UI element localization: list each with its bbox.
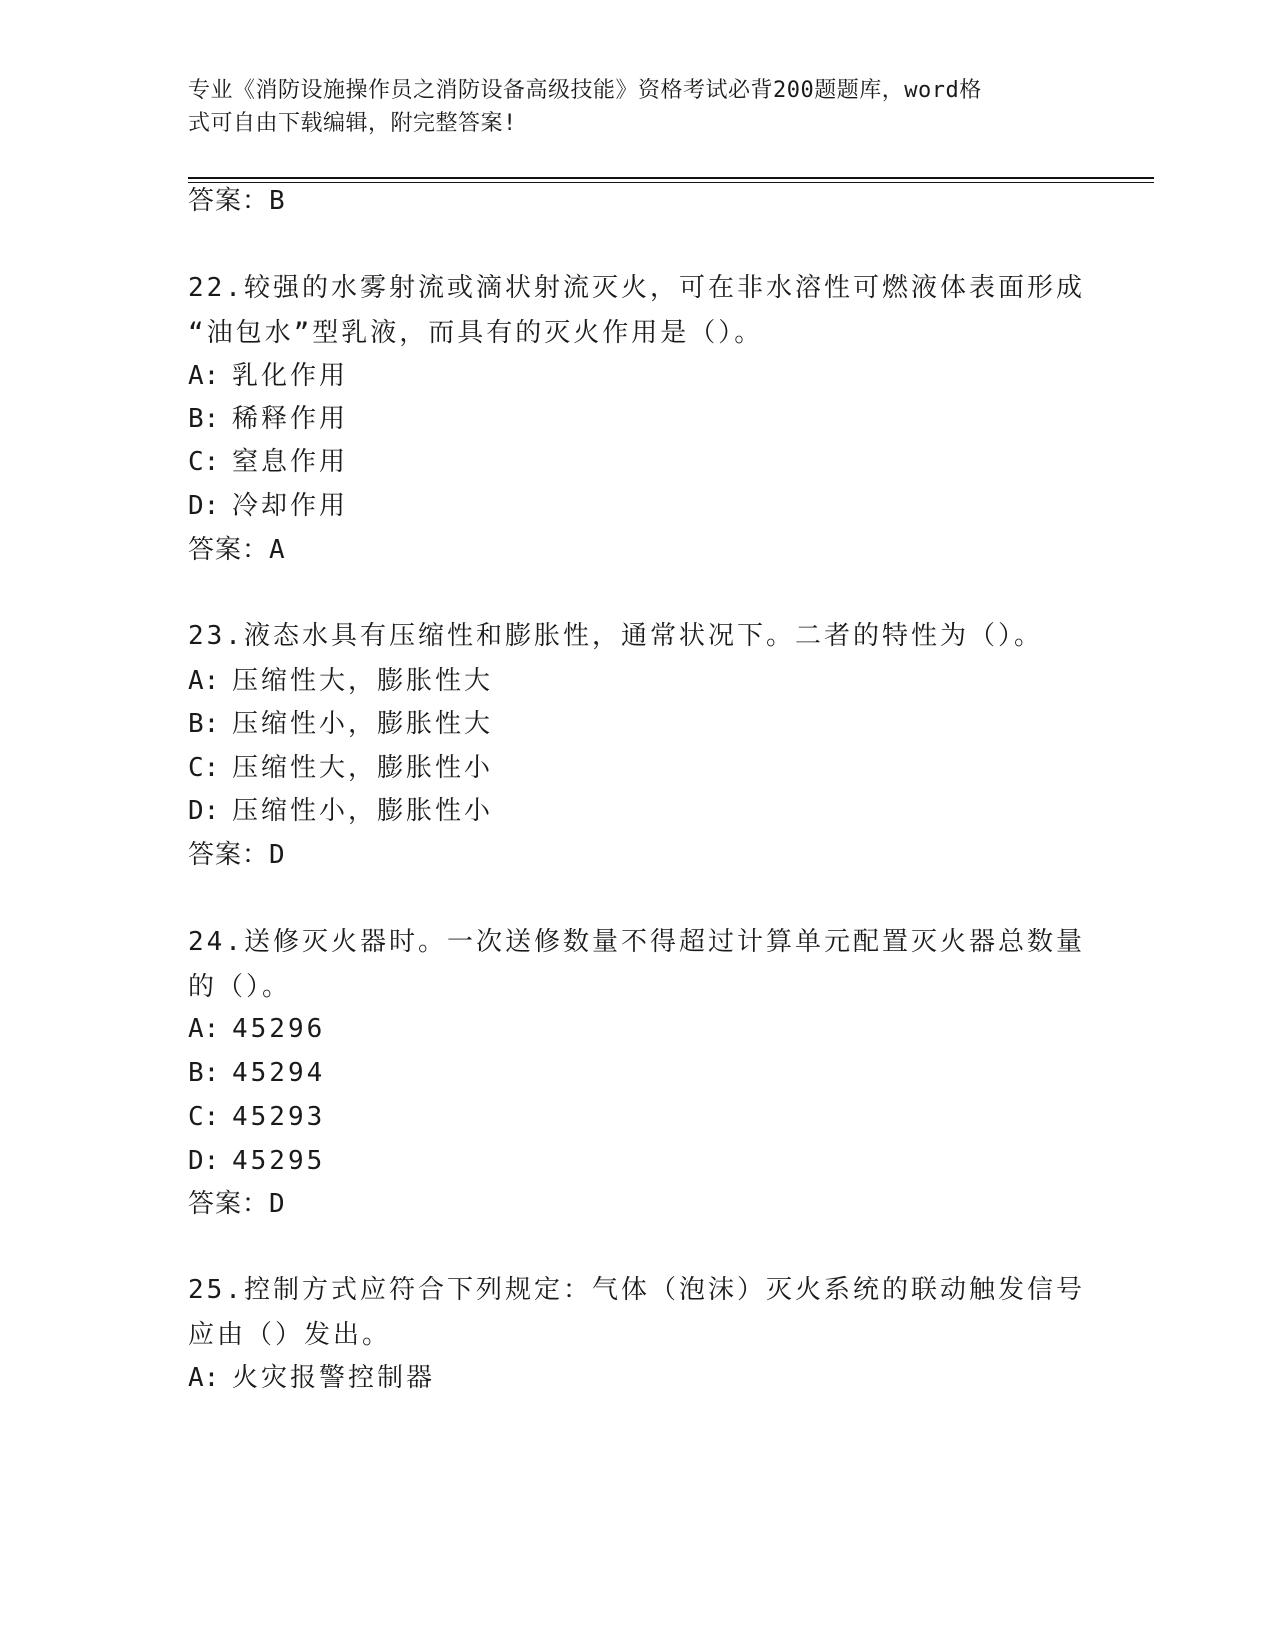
answer-label: 答案： — [188, 1189, 270, 1219]
question-22-line-1: 22.较强的水雾射流或滴状射流灭火，可在非水溶性可燃液体表面形成 — [188, 273, 1085, 303]
option-text: 稀释作用 — [232, 404, 349, 434]
question-23-option-d — [188, 796, 493, 826]
option-label: A: — [188, 1014, 220, 1044]
question-24-line-2: 的（）。 — [188, 972, 292, 1002]
option-text: 45296 — [232, 1014, 326, 1044]
document-header — [188, 74, 1088, 140]
option-label: A: — [188, 1363, 220, 1393]
option-text: 冷却作用 — [232, 491, 349, 521]
question-25-line-1: 25.控制方式应符合下列规定：气体（泡沫）灭火系统的联动触发信号 — [188, 1275, 1085, 1305]
header-rule-thin — [188, 182, 1154, 183]
question-22-option-c — [188, 447, 348, 477]
option-label: B: — [188, 404, 220, 434]
question-22-option-d — [188, 491, 348, 521]
answer-24 — [188, 1189, 286, 1219]
question-23-option-b — [188, 709, 493, 739]
answer-value: A — [269, 535, 286, 565]
option-text: 火灾报警控制器 — [232, 1363, 436, 1393]
question-22-option-b — [188, 404, 348, 434]
option-text: 窒息作用 — [232, 447, 349, 477]
option-label: A: — [188, 361, 220, 391]
question-22-line-2: “油包水”型乳液，而具有的灭火作用是（）。 — [188, 318, 764, 348]
question-23-line-1: 23.液态水具有压缩性和膨胀性，通常状况下。二者的特性为（）。 — [188, 621, 1043, 651]
option-text: 45295 — [232, 1146, 326, 1176]
header-line-1: 专业《消防设施操作员之消防设备高级技能》资格考试必背200题题库，word格 — [188, 78, 982, 103]
option-label: D: — [188, 1146, 220, 1176]
option-label: C: — [188, 447, 220, 477]
question-24-option-b — [188, 1058, 325, 1088]
option-text: 45293 — [232, 1102, 326, 1132]
option-text: 乳化作用 — [232, 361, 349, 391]
option-text: 压缩性小，膨胀性大 — [232, 709, 494, 739]
option-label: D: — [188, 491, 220, 521]
question-22 — [188, 266, 1088, 356]
question-24-line-1: 24.送修灭火器时。一次送修数量不得超过计算单元配置灭火器总数量 — [188, 927, 1085, 957]
question-22-option-a — [188, 361, 348, 391]
option-label: B: — [188, 1058, 220, 1088]
option-text: 45294 — [232, 1058, 326, 1088]
answer-23 — [188, 840, 286, 870]
option-label: B: — [188, 709, 220, 739]
option-text: 压缩性小，膨胀性小 — [232, 796, 494, 826]
question-24-option-d — [188, 1146, 325, 1176]
question-24 — [188, 920, 1088, 1010]
answer-label: 答案： — [188, 535, 270, 565]
question-23 — [188, 614, 1088, 659]
question-25-line-2: 应由（）发出。 — [188, 1320, 392, 1350]
answer-value: B — [269, 186, 286, 216]
answer-label: 答案： — [188, 186, 270, 216]
option-label: A: — [188, 666, 220, 696]
option-label: C: — [188, 753, 220, 783]
answer-value: D — [269, 1189, 286, 1219]
answer-value: D — [269, 840, 286, 870]
option-text: 压缩性大，膨胀性小 — [232, 753, 494, 783]
question-23-option-c — [188, 753, 493, 783]
answer-label: 答案： — [188, 840, 270, 870]
question-23-option-a — [188, 666, 493, 696]
option-label: C: — [188, 1102, 220, 1132]
question-24-option-c — [188, 1102, 325, 1132]
option-text: 压缩性大，膨胀性大 — [232, 666, 494, 696]
question-25 — [188, 1268, 1088, 1358]
header-line-2: 式可自由下载编辑，附完整答案! — [188, 111, 517, 136]
header-rule-thick — [188, 177, 1154, 179]
answer-22 — [188, 535, 286, 565]
question-25-option-a — [188, 1363, 435, 1393]
option-label: D: — [188, 796, 220, 826]
question-24-option-a — [188, 1014, 325, 1044]
answer-21 — [188, 186, 286, 216]
